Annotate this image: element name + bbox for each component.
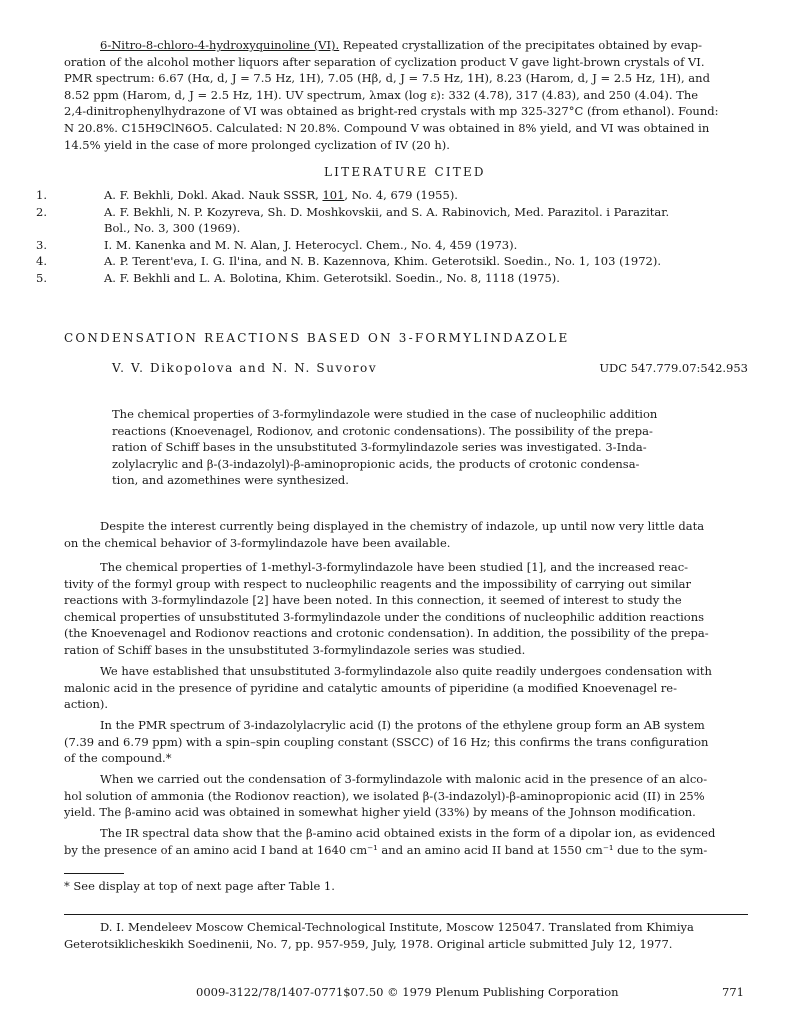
reference-number: 3.: [36, 237, 47, 252]
body-line: malonic acid in the presence of pyridine and catalytic amounts of piperidine (a modified Knoevenagel re-: [64, 680, 677, 695]
body-line: The IR spectral data show that the β-amino acid obtained exists in the form of a dipolar ion, as evidenced: [100, 826, 716, 840]
reference-item: [36, 253, 756, 270]
affiliation: [64, 919, 748, 952]
body-line: chemical properties of unsubstituted 3-formylindazole under the conditions of nucleophilic addition reactions: [64, 609, 705, 624]
top-paragraph-line: N 20.8%. C15H9ClN6O5. Calculated: N 20.8%. Compound V was obtained in 8% yield, and VI was obtained in: [64, 120, 710, 135]
abstract-line: zolylacrylic and β-(3-indazolyl)-β-aminopropionic acids, the products of crotonic condensa-: [112, 456, 640, 471]
body-paragraph: [64, 825, 748, 858]
body-line: In the PMR spectrum of 3-indazolylacrylic acid (I) the protons of the ethylene group form an AB system: [100, 718, 705, 732]
compound-title: 6-Nitro-8-chloro-4-hydroxyquinoline (VI).: [100, 38, 340, 52]
reference-list: [36, 187, 756, 287]
reference-item: [36, 237, 756, 254]
footnote: * See display at top of next page after Table 1.: [64, 879, 335, 893]
abstract-line: tion, and azomethines were synthesized.: [112, 473, 349, 488]
abstract-line: ration of Schiff bases in the unsubstituted 3-formylindazole series was investigated. 3-Inda-: [112, 440, 647, 455]
reference-item: [36, 204, 756, 221]
reference-text: A. F. Bekhli, Dokl. Akad. Nauk SSSR, 101, No. 4, 679 (1955).: [104, 188, 458, 202]
top-paragraph-line-rest: Repeated crystallization of the precipitates obtained by evap-: [339, 38, 703, 52]
reference-text: Bol., No. 3, 300 (1969).: [104, 221, 241, 236]
top-paragraph-line: 14.5% yield in the case of more prolonged cyclization of IV (20 h).: [64, 137, 450, 152]
literature-cited-heading: LITERATURE CITED: [324, 165, 486, 179]
affiliation-line: D. I. Mendeleev Moscow Chemical-Technological Institute, Moscow 125047. Translated from Khimiya: [100, 920, 694, 934]
reference-text: A. F. Bekhli and L. A. Bolotina, Khim. Geterotsikl. Soedin., No. 8, 1118 (1975).: [104, 270, 560, 285]
body-line: hol solution of ammonia (the Rodionov reaction), we isolated β-(3-indazolyl)-β-aminopropionic acid (II) in 25%: [64, 788, 705, 803]
top-paragraph-line: oration of the alcohol mother liquors after separation of cyclization product V gave light-brown crystals of VI.: [64, 54, 705, 69]
reference-item-continuation: [36, 220, 756, 237]
authors: V. V. Dikopolova and N. N. Suvorov: [112, 361, 378, 375]
abstract-line: The chemical properties of 3-formylindazole were studied in the case of nucleophilic addition: [112, 407, 658, 421]
body-line: tivity of the formyl group with respect to nucleophilic reagents and the impossibility of carrying out similar: [64, 576, 691, 591]
body-paragraph: [64, 717, 748, 767]
body-line: We have established that unsubstituted 3-formylindazole also quite readily undergoes condensation with: [100, 664, 712, 678]
reference-item: [36, 270, 756, 287]
reference-text: A. P. Terent'eva, I. G. Il'ina, and N. B. Kazennova, Khim. Geterotsikl. Soedin., No. 1, 103 (1972).: [104, 254, 661, 269]
body-line: Despite the interest currently being displayed in the chemistry of indazole, up until now very little data: [100, 519, 705, 533]
abstract-line: reactions (Knoevenagel, Rodionov, and crotonic condensations). The possibility of the prepa-: [112, 423, 653, 438]
copyright-line: 0009-3122/78/1407-0771$07.50 © 1979 Plenum Publishing Corporation: [196, 985, 619, 999]
abstract: [112, 406, 687, 489]
body-line: ration of Schiff bases in the unsubstituted 3-formylindazole series was studied.: [64, 642, 526, 657]
body-paragraph: [64, 559, 748, 659]
top-paragraph-line: PMR spectrum: 6.67 (Hα, d, J = 7.5 Hz, 1H), 7.05 (Hβ, d, J = 7.5 Hz, 1H), 8.23 (Harom, d, J = 2.5 Hz, 1H), and: [64, 71, 710, 86]
reference-number: 2.: [36, 204, 47, 219]
affiliation-line: Geterotsiklicheskikh Soedinenii, No. 7, pp. 957-959, July, 1978. Original article submitted July 12, 1977.: [64, 936, 673, 951]
body-line: by the presence of an amino acid I band at 1640 cm⁻¹ and an amino acid II band at 1550 cm⁻¹ due to the sym-: [64, 842, 708, 857]
top-paragraph-line: 2,4-dinitrophenylhydrazone of VI was obtained as bright-red crystals with mp 325-327°C (from ethanol). Found:: [64, 104, 719, 119]
affiliation-rule: [64, 914, 748, 915]
page-number: 771: [722, 985, 744, 999]
body-line: yield. The β-amino acid was obtained in somewhat higher yield (33%) by means of the Johnson modification.: [64, 805, 696, 820]
body-line: of the compound.*: [64, 751, 172, 766]
body-line: (7.39 and 6.79 ppm) with a spin–spin coupling constant (SSCC) of 16 Hz; this confirms the trans configuration: [64, 734, 709, 749]
body-line: reactions with 3-formylindazole [2] have been noted. In this connection, it seemed of interest to study the: [64, 593, 682, 608]
body-line: (the Knoevenagel and Rodionov reactions and crotonic condensation). In addition, the possibility of the prepa-: [64, 626, 709, 641]
reference-item: [36, 187, 756, 204]
reference-text: I. M. Kanenka and M. N. Alan, J. Heterocycl. Chem., No. 4, 459 (1973).: [104, 237, 518, 252]
article-title: CONDENSATION REACTIONS BASED ON 3-FORMYLINDAZOLE: [64, 331, 570, 345]
top-paragraph: [64, 37, 748, 153]
reference-number: 1.: [36, 188, 47, 202]
reference-text: A. F. Bekhli, N. P. Kozyreva, Sh. D. Moshkovskii, and S. A. Rabinovich, Med. Parazitol. i Parazitar.: [104, 204, 670, 219]
body-line: The chemical properties of 1-methyl-3-formylindazole have been studied [1], and the increased reac-: [100, 560, 689, 574]
top-paragraph-line: 8.52 ppm (Harom, d, J = 2.5 Hz, 1H). UV spectrum, λmax (log ε): 332 (4.78), 317 (4.83), and 250 (4.04). The: [64, 87, 699, 102]
top-paragraph-line: [64, 37, 748, 54]
footnote-rule: [64, 873, 124, 874]
body-line: action).: [64, 697, 109, 712]
udc-code: UDC 547.779.07:542.953: [599, 361, 748, 375]
reference-number: 5.: [36, 270, 47, 285]
body-paragraph: [64, 771, 748, 821]
body-paragraph: [64, 518, 748, 551]
body-line: on the chemical behavior of 3-formylindazole have been available.: [64, 535, 451, 550]
reference-number: 4.: [36, 254, 47, 269]
body-paragraph: [64, 663, 748, 713]
body-line: When we carried out the condensation of 3-formylindazole with malonic acid in the presence of an alco-: [100, 772, 708, 786]
